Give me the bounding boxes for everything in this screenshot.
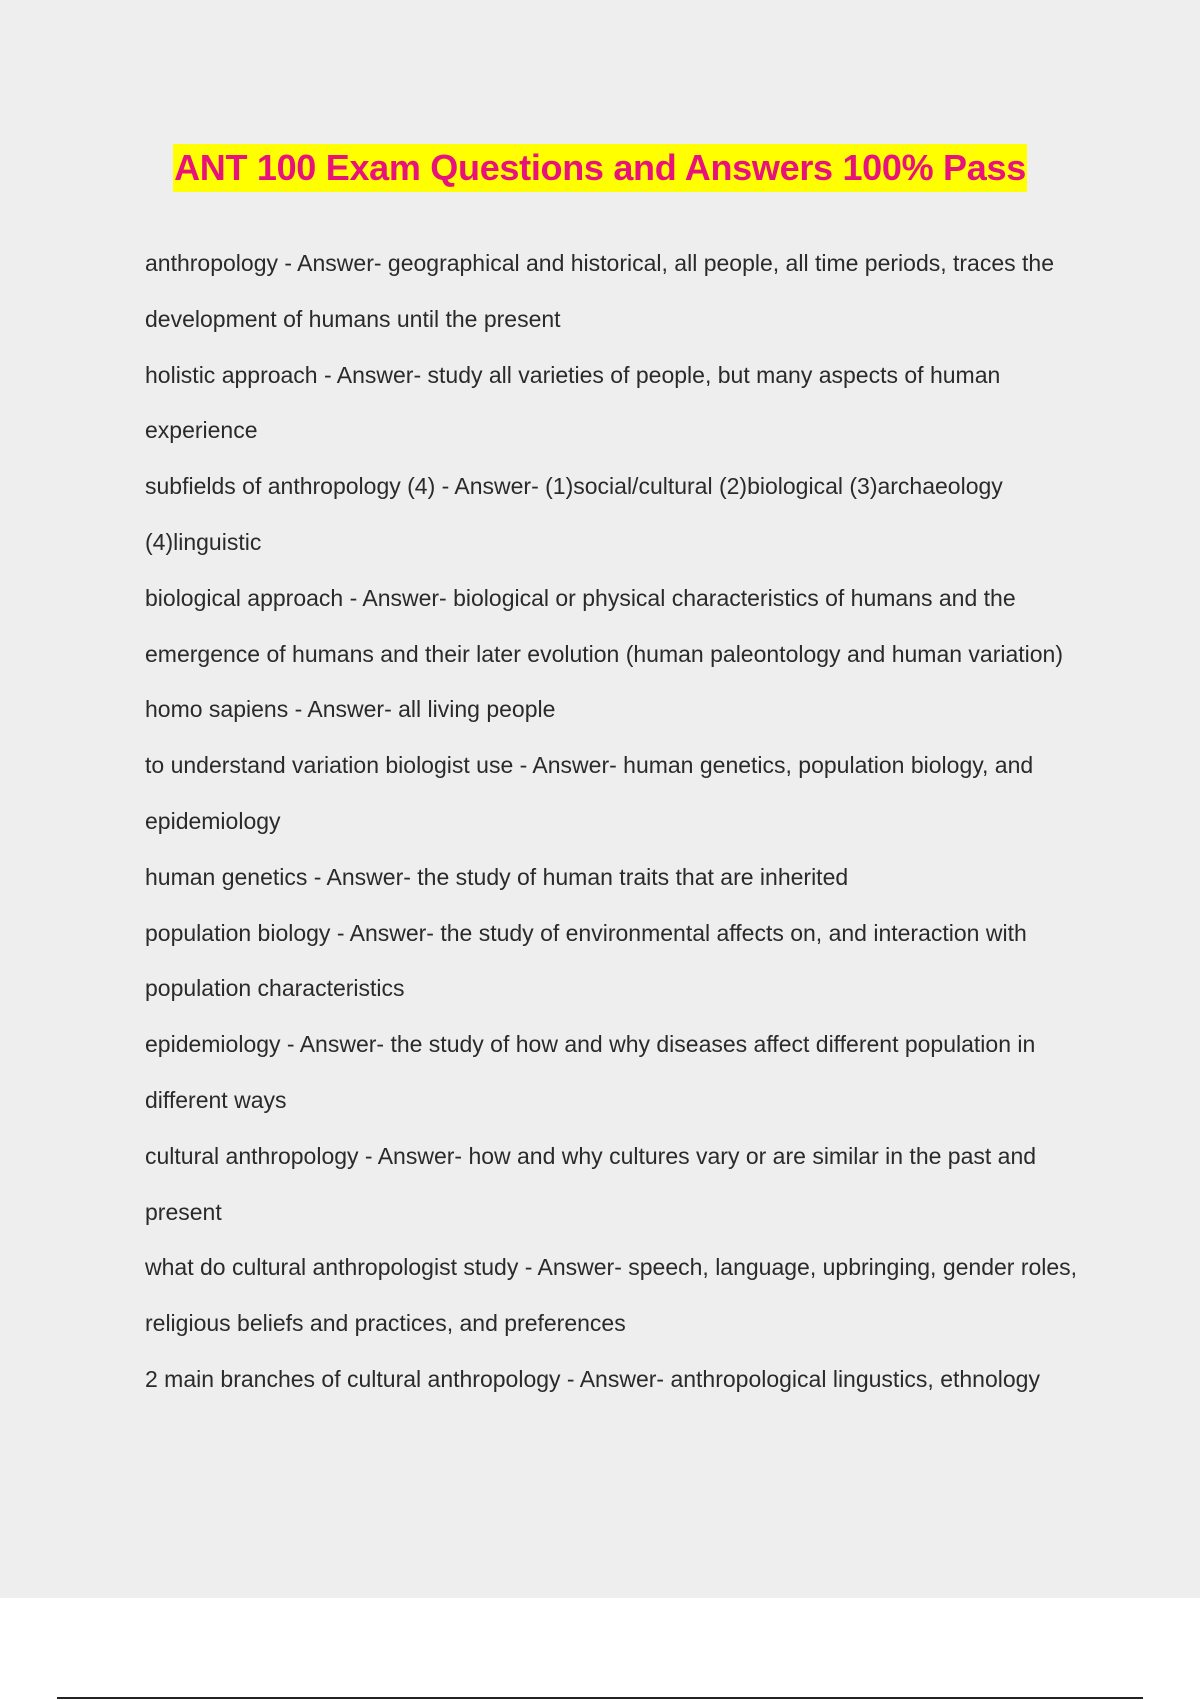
qa-list (145, 236, 1095, 1408)
qa-item: 2 main branches of cultural anthropology - Answer- anthropological lingustics, ethnology (145, 1365, 1040, 1392)
qa-item: population biology - Answer- the study of environmental affects on, and interaction with population characteristics (145, 919, 1027, 1002)
qa-item: cultural anthropology - Answer- how and why cultures vary or are similar in the past and present (145, 1142, 1037, 1225)
qa-item: to understand variation biologist use - Answer- human genetics, population biology, and epidemiology (145, 752, 1034, 834)
footer-divider (57, 1697, 1143, 1699)
qa-item: epidemiology - Answer- the study of how and why diseases affect different population in different ways (145, 1031, 1036, 1113)
qa-item: anthropology - Answer- geographical and historical, all people, all time periods, traces the development of humans until the present (145, 250, 1055, 332)
qa-item: biological approach - Answer- biological or physical characteristics of humans and the emergence of humans and their later evolution (human paleontology and human variation) (145, 584, 1064, 667)
qa-item: human genetics - Answer- the study of human traits that are inherited (145, 863, 849, 890)
page-title: ANT 100 Exam Questions and Answers 100% Pass (173, 144, 1027, 192)
qa-item: homo sapiens - Answer- all living people (145, 696, 556, 723)
qa-item: holistic approach - Answer- study all varieties of people, but many aspects of human experience (145, 361, 1001, 444)
qa-item: subfields of anthropology (4) - Answer- (1)social/cultural (2)biological (3)archaeology (4)linguistic (145, 473, 1003, 555)
qa-item: what do cultural anthropologist study - Answer- speech, language, upbringing, gender roles, religious beliefs and practices, and preferences (145, 1254, 1078, 1337)
title-container (0, 144, 1200, 192)
